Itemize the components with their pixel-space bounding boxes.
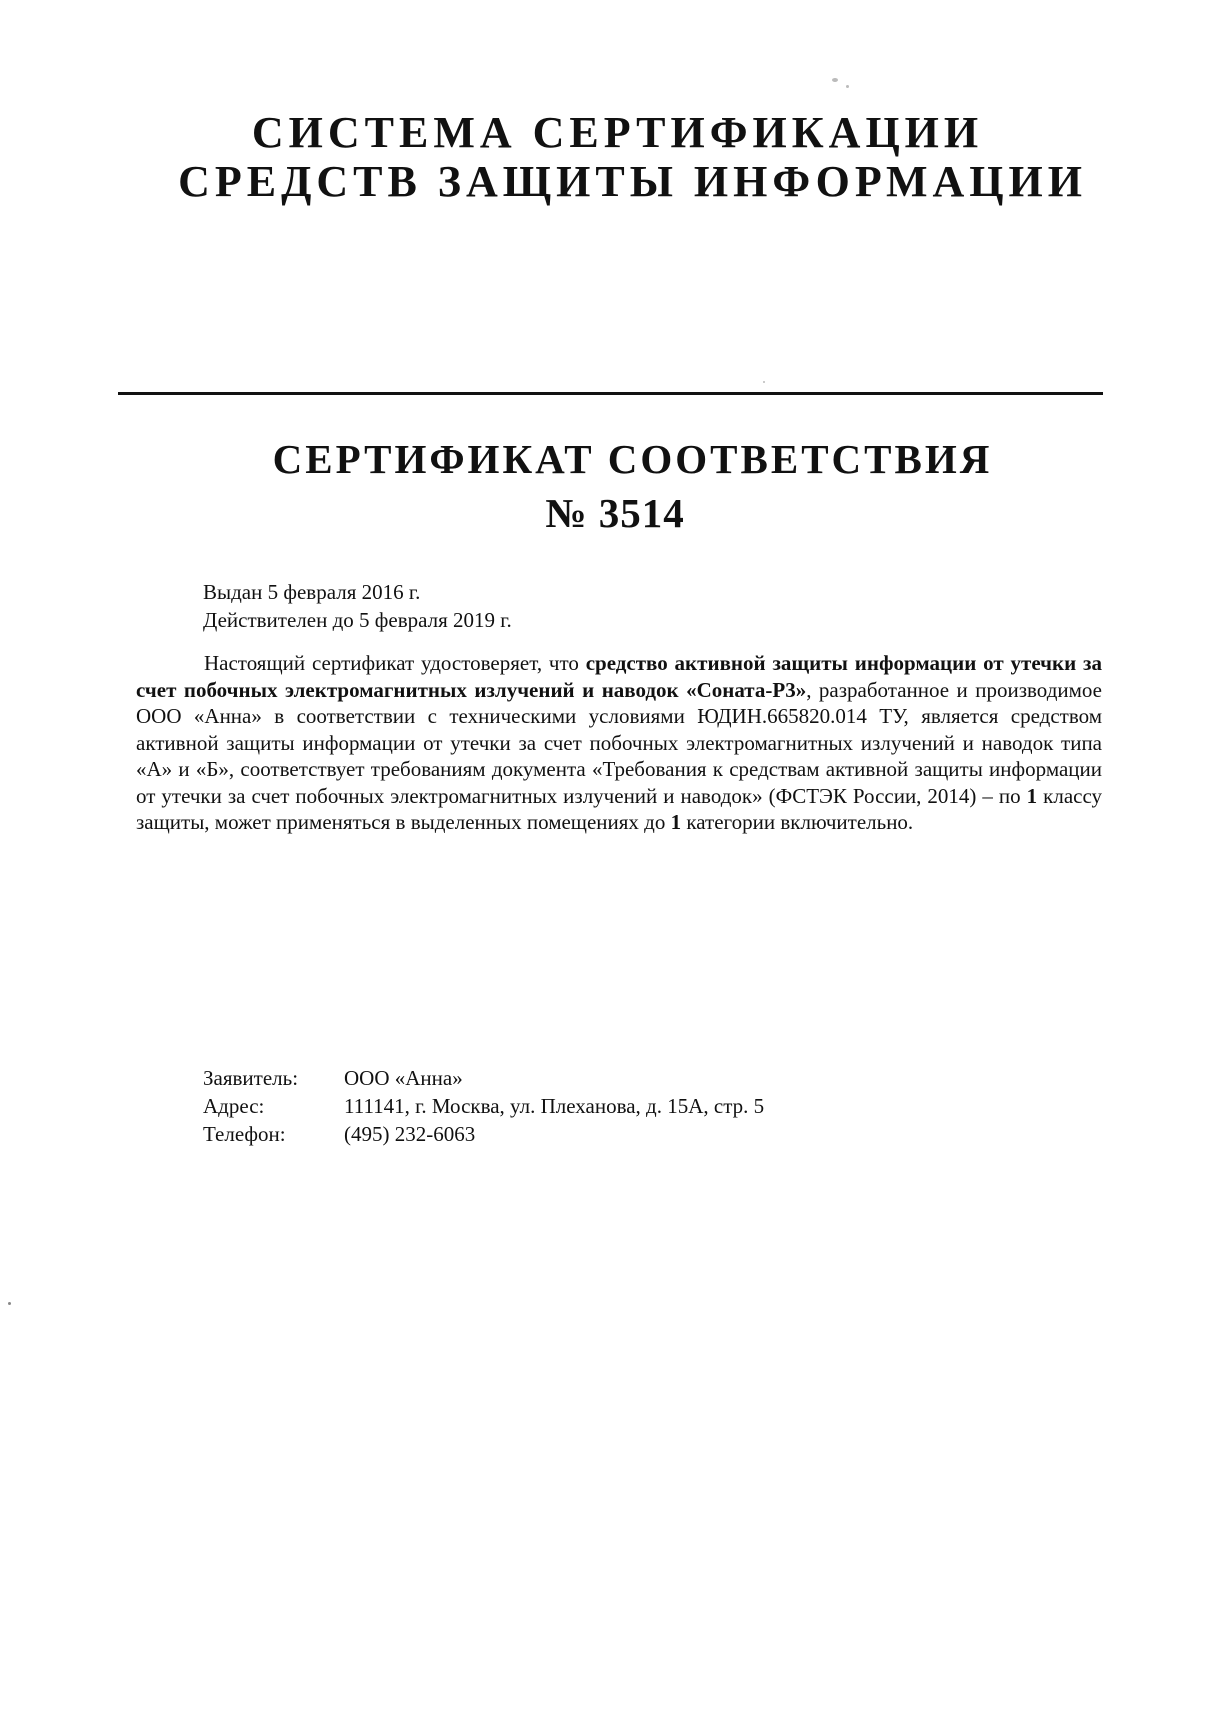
header-line-2: СРЕДСТВ ЗАЩИТЫ ИНФОРМАЦИИ (178, 157, 1087, 207)
certificate-number: № 3514 (545, 490, 685, 537)
body-text-class: классу защиты, может применяться в выделенных помещениях до (136, 783, 1103, 834)
applicant-details (203, 1064, 764, 1148)
protection-class: 1 (1026, 783, 1038, 808)
address-label: Адрес: (203, 1094, 265, 1118)
applicant-label: Заявитель: (203, 1066, 299, 1090)
phone-label: Телефон: (203, 1122, 286, 1146)
scan-speck (832, 78, 838, 82)
body-text-end: категории включительно. (681, 810, 914, 834)
header-line-1: СИСТЕМА СЕРТИФИКАЦИИ (251, 108, 984, 157)
body-text-intro: Настоящий сертификат удостоверяет, что (204, 651, 586, 675)
room-category: 1 (670, 810, 682, 834)
address-value: 111141, г. Москва, ул. Плеханова, д. 15А, стр. 5 (344, 1094, 765, 1118)
validity-date: Действителен до 5 февраля 2019 г. (203, 608, 512, 632)
product-name: средство активной защиты информации от утечки за счет побочных электромагнитных излучений и наводок «Соната-Р3» (136, 651, 1102, 702)
certificate-body-paragraph (136, 650, 1102, 836)
header-divider (118, 392, 1103, 395)
body-text-main: , разработанное и производимое ООО «Анна» в соответствии с техническими условиями ЮДИН.665820.014 ТУ, является средством активной защиты информации от утечки за счет побочных электромагнитных излучений и наводок типа «А» и «Б», соответствует требованиям документа «Требования к средствам активной защиты информации от утечки за счет побочных электромагнитных излучений и наводок» (ФСТЭК России, 2014) – по (136, 677, 1102, 808)
certificate-title-block (0, 432, 1205, 540)
phone-row (203, 1120, 764, 1148)
certificate-title: СЕРТИФИКАТ СООТВЕТСТВИЯ (272, 436, 993, 482)
certification-system-header (0, 108, 1205, 207)
phone-value: (495) 232-6063 (344, 1122, 476, 1146)
certificate-dates (203, 578, 512, 634)
scan-speck (8, 1302, 11, 1305)
applicant-row (203, 1064, 764, 1092)
address-row (203, 1092, 764, 1120)
applicant-value: ООО «Анна» (344, 1066, 463, 1090)
scan-speck (763, 381, 765, 383)
issue-date: Выдан 5 февраля 2016 г. (203, 580, 421, 604)
scan-speck (846, 85, 849, 88)
